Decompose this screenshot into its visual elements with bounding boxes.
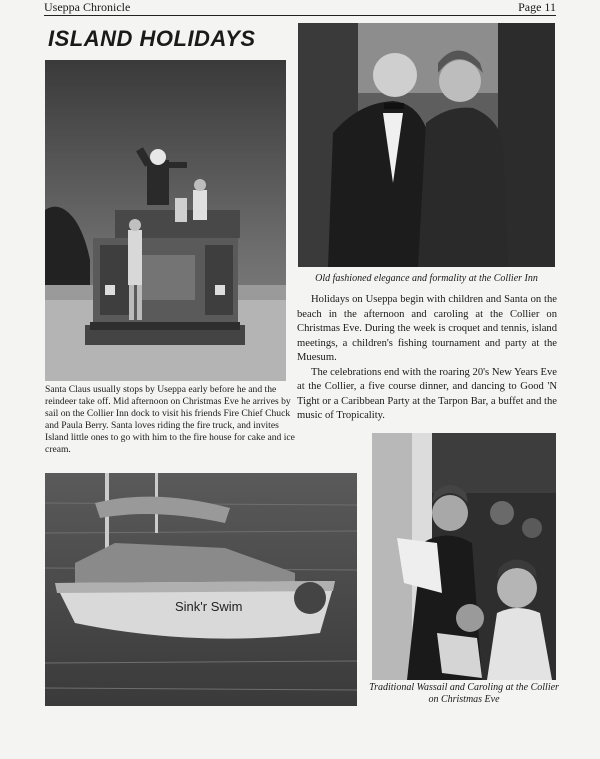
article-paragraph: The celebrations end with the roaring 20's New Years Eve at the Collier, a five course dinner, and dancing to Good 'N Tight or a Caribbean Party at the Tarpon Bar, a buffet and the music of Tropicality. [297, 366, 557, 421]
sailboat-photo [45, 473, 357, 706]
page-header [44, 0, 556, 16]
couple-photo-caption: Old fashioned elegance and formality at the Collier Inn [315, 273, 538, 284]
carolers-photo-caption: Traditional Wassail and Caroling at the Collier on Christmas Eve [369, 682, 559, 705]
page-title: ISLAND HOLIDAYS [48, 26, 256, 51]
carolers-photo [372, 433, 556, 680]
boat-name-text: Sink'r Swim [175, 599, 243, 614]
article-body [297, 293, 557, 424]
article-paragraph: Holidays on Useppa begin with children and Santa on the beach in the afternoon and caroling at the Collier on Christmas Eve. During the week is croquet and tennis, island meetings, a children's fishing tournament and party at the Muesum. [297, 294, 557, 363]
publication-name: Useppa Chronicle [44, 0, 131, 14]
santa-firetruck-photo [45, 60, 286, 381]
santa-photo-caption: Santa Claus usually stops by Useppa early before he and the reindeer take off. Mid afternoon on Christmas Eve he arrives by sail on the Collier Inn dock to visit his friends Fire Chief Chuck and Paula Berry. Santa loves riding the fire truck, and invites Island little ones to go with him to the fire house for cake and ice cream. [45, 384, 295, 455]
header-rule [44, 15, 556, 16]
couple-photo [298, 23, 555, 267]
page-number: Page 11 [518, 0, 556, 14]
